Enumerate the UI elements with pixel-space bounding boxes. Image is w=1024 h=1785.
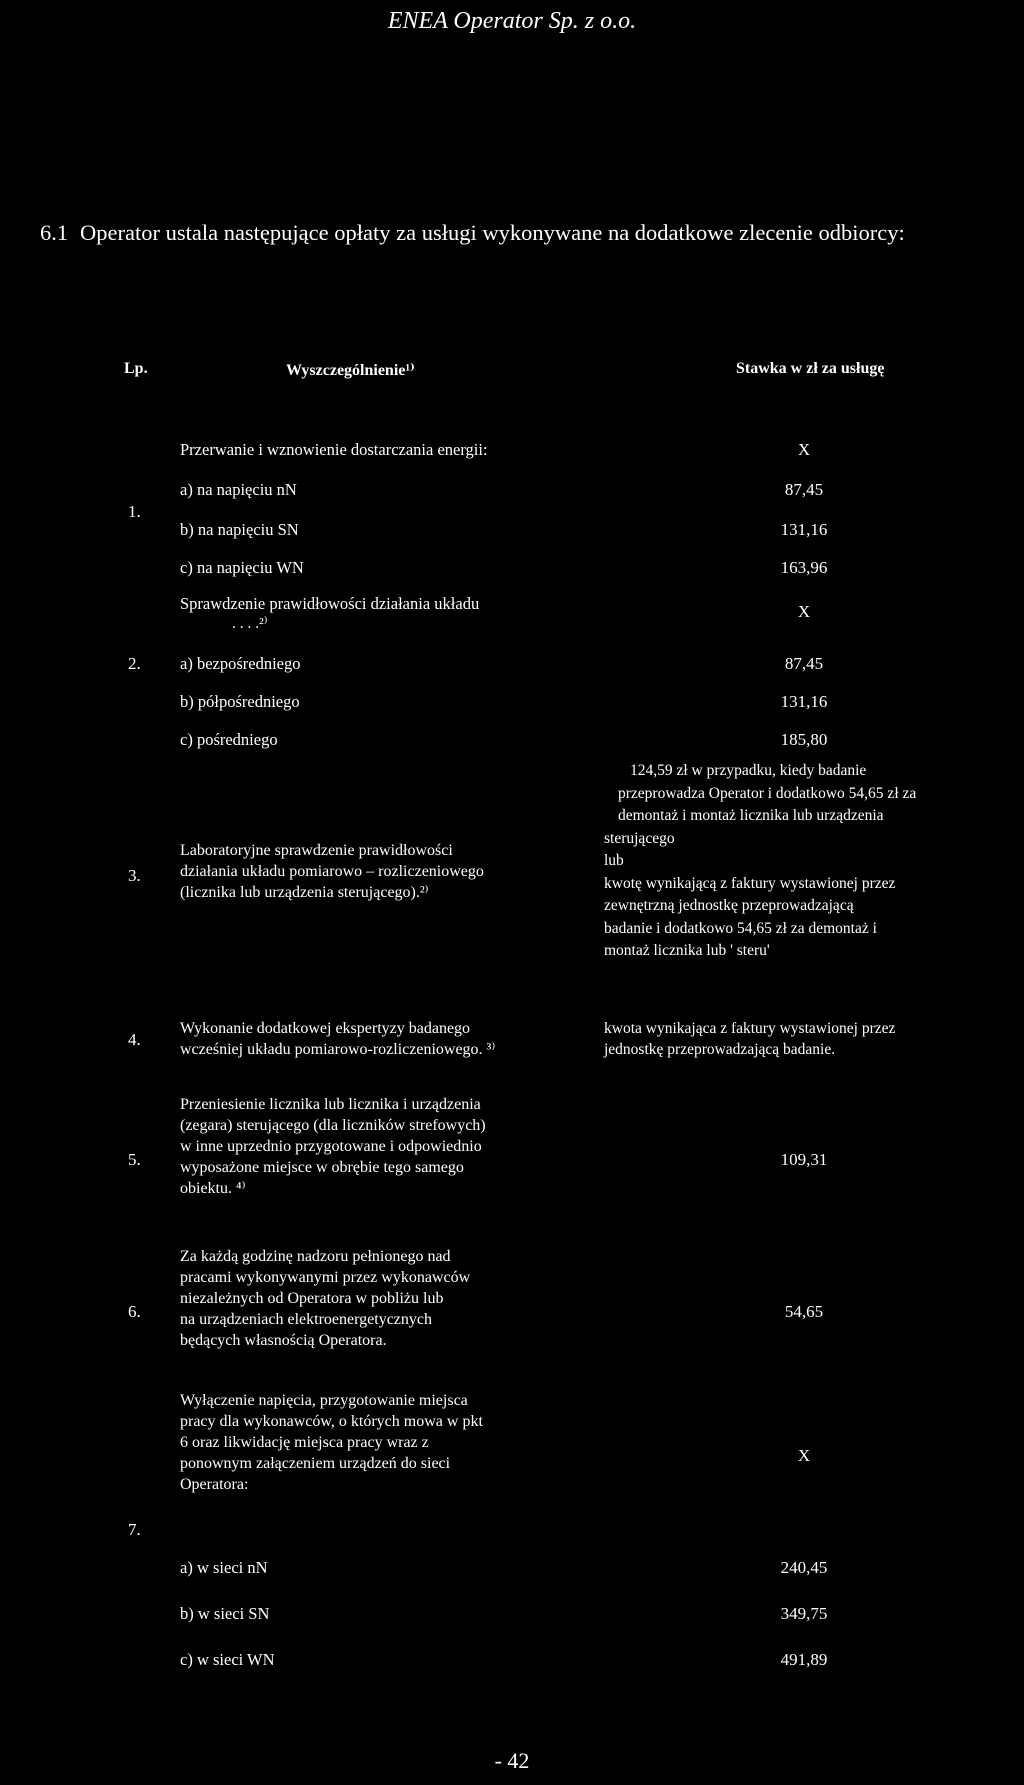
row5-number: 5. — [128, 1150, 141, 1169]
row1-b: b) na napięciu SN — [180, 520, 299, 539]
row1-a: a) na napięciu nN — [180, 480, 297, 499]
row4-rate-line: jednostkę przeprowadzającą badanie. — [604, 1041, 836, 1058]
row6-desc-line: na urządzeniach elektroenergetycznych — [180, 1311, 432, 1328]
page-header: ENEA Operator Sp. z o.o. — [387, 8, 637, 34]
row2-a: a) bezpośredniego — [180, 654, 301, 673]
row7-desc-line: Operatora: — [180, 1476, 249, 1493]
row1-number: 1. — [128, 502, 141, 521]
row6-desc-line: niezależnych od Operatora w pobliżu lub — [180, 1290, 444, 1307]
row7-description — [180, 1390, 483, 1495]
row6-desc-line: pracami wykonywanymi przez wykonawców — [180, 1269, 471, 1286]
row3-rate-line: zewnętrzną jednostkę przeprowadzającą — [604, 897, 854, 914]
row1-b-rate: 131,16 — [780, 520, 828, 539]
intro-text: Operator ustala następujące opłaty za usługi wykonywane na dodatkowe zlecenie odbiorcy: — [80, 220, 905, 245]
row2-b: b) półpośredniego — [180, 692, 300, 711]
row6-rate: 54,65 — [784, 1302, 824, 1321]
row4-number: 4. — [128, 1030, 141, 1049]
row7-desc-line: ponownym załączeniem urządzeń do sieci — [180, 1455, 451, 1472]
intro-paragraph — [40, 210, 1010, 256]
row2-title: Sprawdzenie prawidłowości działania układu — [180, 594, 480, 613]
row7-desc-line: Wyłączenie napięcia, przygotowanie miejsca — [180, 1392, 468, 1409]
row7-a-rate: 240,45 — [780, 1558, 828, 1577]
row3-rate-line: kwotę wynikającą z faktury wystawionej przez — [604, 874, 896, 892]
row2-a-rate: 87,45 — [784, 654, 824, 673]
row3-desc-line: działania układu pomiarowo – rozliczeniowego — [180, 863, 484, 880]
row2-title-rate: X — [797, 602, 811, 621]
row4-rate — [604, 1018, 895, 1060]
row7-desc-line: 6 oraz likwidację miejsca pracy wraz z — [180, 1434, 429, 1451]
row5-desc-line: w inne uprzednio przygotowane i odpowiednio — [180, 1138, 482, 1155]
row6-number: 6. — [128, 1302, 141, 1321]
row2-c-rate: 185,80 — [780, 730, 828, 749]
row5-desc-line: (zegara) sterującego (dla liczników strefowych) — [180, 1117, 486, 1134]
row3-rate — [604, 760, 916, 963]
row1-title-rate: X — [797, 440, 811, 459]
row3-rate-line: badanie i dodatkowo 54,65 zł za demontaż i — [604, 919, 877, 937]
row7-b: b) w sieci SN — [180, 1604, 270, 1623]
row6-desc-line: Za każdą godzinę nadzoru pełnionego nad — [180, 1248, 451, 1265]
row3-rate-line: lub — [604, 852, 624, 869]
row5-rate: 109,31 — [780, 1150, 828, 1169]
row2-c: c) pośredniego — [180, 730, 278, 749]
row7-c-rate: 491,89 — [780, 1650, 828, 1669]
row4-rate-line: kwota wynikająca z faktury wystawionej przez — [604, 1020, 896, 1037]
row3-number: 3. — [128, 866, 141, 885]
row4-description — [180, 1018, 495, 1060]
row2-number: 2. — [128, 654, 141, 673]
row7-desc-line: pracy dla wykonawców, o których mowa w pkt — [180, 1413, 483, 1430]
row3-description — [180, 840, 484, 903]
row6-desc-line: będących własnością Operatora. — [180, 1332, 387, 1349]
row2-title-dots: . . . .²⁾ — [232, 615, 268, 632]
row3-rate-line: montaż licznika lub ' steru' — [604, 942, 770, 959]
row3-rate-line: sterującego — [604, 829, 675, 847]
row7-title-rate: X — [797, 1446, 811, 1465]
row7-number: 7. — [128, 1520, 141, 1539]
row5-desc-line: wyposażone miejsce w obrębie tego samego — [180, 1159, 464, 1176]
row5-description — [180, 1094, 486, 1199]
row7-b-rate: 349,75 — [780, 1604, 828, 1623]
row3-desc-line: (licznika lub urządzenia sterującego).²⁾ — [180, 884, 429, 901]
section-number: 6.1 — [40, 220, 69, 245]
row4-desc-line: wcześniej układu pomiarowo-rozliczeniowego. ³⁾ — [180, 1041, 496, 1058]
header-description: Wyszczególnienie¹⁾ — [286, 362, 415, 379]
row2-b-rate: 131,16 — [780, 692, 828, 711]
page-number: - 42 — [494, 1748, 530, 1773]
row5-desc-line: obiektu. ⁴⁾ — [180, 1180, 246, 1197]
row3-rate-line: przeprowadza Operator i dodatkowo 54,65 zł za — [618, 784, 917, 802]
header-lp: Lp. — [124, 360, 148, 377]
row7-a: a) w sieci nN — [180, 1558, 268, 1577]
row6-description — [180, 1246, 470, 1351]
row1-c-rate: 163,96 — [780, 558, 828, 577]
row1-title: Przerwanie i wznowienie dostarczania energii: — [180, 440, 488, 459]
header-rate: Stawka w zł za usługę — [736, 360, 885, 377]
row4-desc-line: Wykonanie dodatkowej ekspertyzy badanego — [180, 1020, 471, 1037]
row1-a-rate: 87,45 — [784, 480, 824, 499]
row3-rate-line: demontaż i montaż licznika lub urządzenia — [618, 807, 884, 824]
row3-rate-line: 124,59 zł w przypadku, kiedy badanie — [630, 762, 867, 779]
row3-desc-line: Laboratoryjne sprawdzenie prawidłowości — [180, 842, 453, 859]
row7-c: c) w sieci WN — [180, 1650, 275, 1669]
row5-desc-line: Przeniesienie licznika lub licznika i urządzenia — [180, 1096, 481, 1113]
row1-c: c) na napięciu WN — [180, 558, 304, 577]
